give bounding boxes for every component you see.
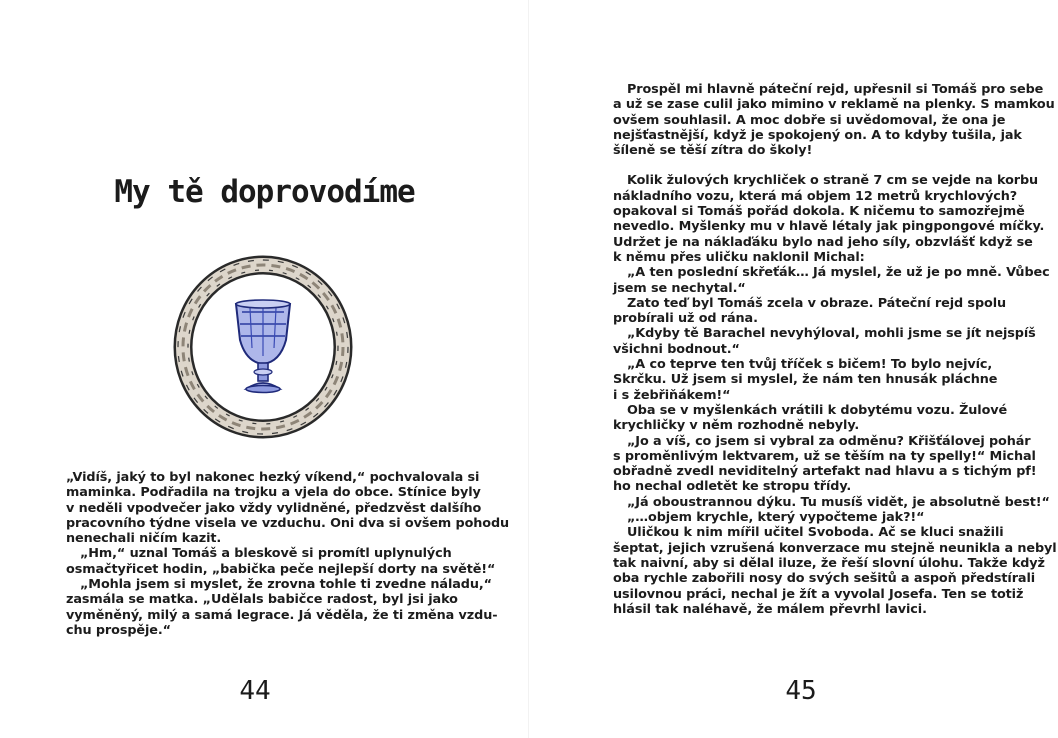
page-number-right: 45 — [785, 676, 817, 706]
text-line: v neděli vpodvečer jako vždy vylidněné, předzvěst dalšího — [66, 500, 482, 516]
text-line: s proměnlivým lektvarem, už se těším na ty spelly!“ Michal — [613, 448, 1036, 464]
text-line: „A co teprve ten tvůj tříček s bičem! To bylo nejvíc, — [627, 357, 993, 373]
text-line: maminka. Podřadila na trojku a vjela do obce. Stínice byly — [66, 485, 481, 501]
text-line: „Vidíš, jaký to byl nakonec hezký víkend,“ pochvalovala si — [66, 470, 480, 485]
paragraph — [613, 495, 1057, 510]
text-line: šeptat, jejich vzrušená konverzace mu stejně neunikla a nebyl — [613, 540, 1057, 556]
text-line: obřadně zvedl neviditelný artefakt nad hlavu a s tichým pf! — [613, 464, 1037, 480]
text-line: „Kdyby tě Barachel nevyhýloval, mohli jsme se jít nejspíš — [627, 326, 1036, 342]
text-line: opakoval si Tomáš pořád dokola. K ničemu to samozřejmě — [613, 204, 1025, 220]
text-line: ovšem souhlasil. A moc dobře si uvědomoval, že ona je — [613, 112, 1006, 128]
text-line: šíleně se těší zítra do školy! — [613, 143, 813, 159]
text-line: Oba se v myšlenkách vrátili k dobytému vozu. Žulové — [627, 402, 1008, 418]
paragraph — [613, 265, 1057, 296]
text-line: „Já oboustrannou dýku. Tu musíš vidět, je absolutně best!“ — [627, 494, 1050, 510]
text-line: oba rychle zabořili nosy do svých sešitů a aspoň předstírali — [613, 571, 1036, 587]
text-line: Skrčku. Už jsem si myslel, že nám ten hnusák pláchne — [613, 372, 998, 388]
text-line: vyměněný, milý a samá legrace. Já věděla, že ti změna vzdu- — [66, 607, 498, 623]
text-line: osmačtyřicet hodin, „babička peče nejlepší dorty na světě!“ — [66, 561, 496, 577]
text-line: nenechali ničím kazit. — [66, 531, 222, 547]
text-line: Prospěl mi hlavně páteční rejd, upřesnil si Tomáš pro sebe — [627, 82, 1044, 97]
paragraph — [66, 577, 509, 638]
text-line: pracovního týdne visela ve vzduchu. Oni dva si ovšem pohodu — [66, 515, 510, 531]
paragraph — [613, 403, 1057, 434]
paragraph — [613, 357, 1057, 403]
text-line: ho nechal odletět ke stropu třídy. — [613, 479, 852, 495]
right-page — [529, 0, 1058, 738]
text-line: všichni bodnout.“ — [613, 341, 740, 357]
left-page-text — [66, 470, 509, 638]
text-line: Udržet je na náklaďáku bylo nad jeho síly, obzvlášť když se — [613, 234, 1033, 250]
text-line: Zato teď byl Tomáš zcela v obraze. Páteční rejd spolu — [627, 295, 1006, 311]
text-line: Uličkou k nim mířil učitel Svoboda. Ač se kluci snažili — [627, 525, 1004, 541]
paragraph — [613, 296, 1057, 327]
chapter-title: My tě doprovodíme — [114, 174, 415, 210]
text-line: krychličky v něm rozhodně nebyly. — [613, 418, 860, 434]
text-line: nejšťastnější, když je spokojený on. A to kdyby tušila, jak — [613, 127, 1022, 143]
paragraph — [66, 546, 509, 577]
page-number-left: 44 — [239, 676, 271, 706]
text-line: i s žebřiňákem!“ — [613, 387, 731, 403]
goblet-wreath-illustration — [168, 252, 358, 442]
text-line: „A ten poslední skřeťák… Já myslel, že už je po mně. Vůbec — [627, 265, 1050, 281]
paragraph — [613, 434, 1057, 495]
paragraph — [613, 82, 1057, 158]
text-line: probírali už od rána. — [613, 311, 758, 327]
text-line: „Jo a víš, co jsem si vybral za odměnu? Křišťálovej pohár — [627, 433, 1031, 449]
text-line: zasmála se matka. „Udělals babičce radost, byl jsi jako — [66, 592, 458, 608]
text-line: usilovnou práci, nechal je žít a vyvolal Josefa. Ten se totiž — [613, 586, 1024, 602]
text-line: nevedlo. Myšlenky mu v hlavě létaly jak pingpongové míčky. — [613, 219, 1045, 235]
paragraph — [613, 326, 1057, 357]
text-line: k němu přes uličku naklonil Michal: — [613, 249, 865, 265]
paragraph — [66, 470, 509, 546]
text-line: a už se zase culil jako mimino v reklamě na plenky. S mamkou — [613, 97, 1055, 113]
text-line: Kolik žulových krychliček o straně 7 cm se vejde na korbu — [627, 173, 1039, 189]
text-line: hlásil tak naléhavě, že málem převrhl lavici. — [613, 601, 927, 617]
paragraph — [613, 525, 1057, 617]
text-line: „…objem krychle, který vypočteme jak?!“ — [627, 510, 925, 526]
crystal-goblet-icon — [236, 300, 290, 393]
text-line: nákladního vozu, která má objem 12 metrů krychlových? — [613, 188, 1018, 204]
paragraph — [613, 510, 1057, 525]
text-line: „Hm,“ uznal Tomáš a bleskově si promítl uplynulých — [80, 546, 452, 562]
text-line: chu prospěje.“ — [66, 622, 171, 638]
text-line: jsem se nechytal.“ — [613, 280, 746, 296]
paragraph — [613, 173, 1057, 265]
text-line: tak naivní, aby si dělal iluze, že řeší slovní úlohu. Takže když — [613, 555, 1045, 571]
right-page-text — [613, 82, 1057, 617]
text-line: „Mohla jsem si myslet, že zrovna tohle ti zvedne náladu,“ — [80, 577, 492, 593]
